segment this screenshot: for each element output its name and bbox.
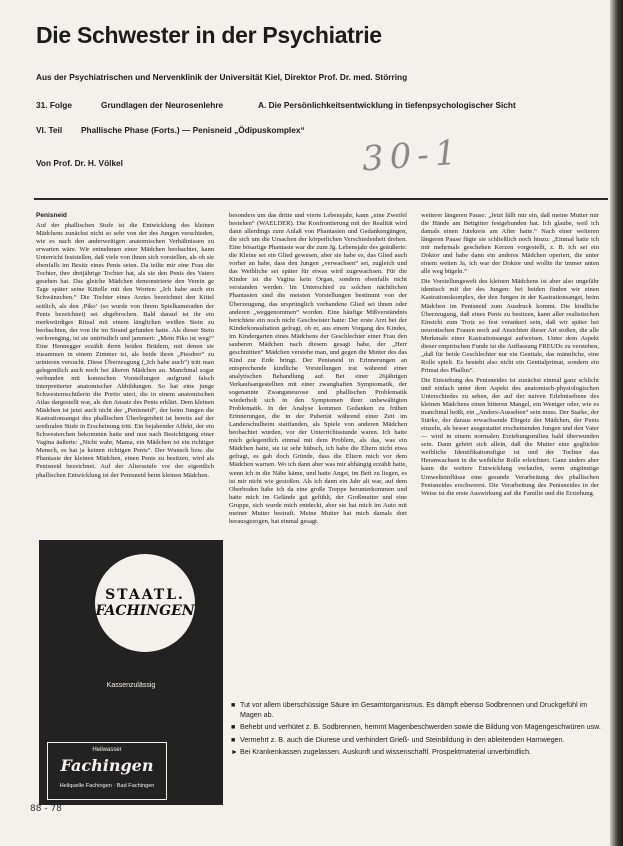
logo-line-2: Fachingen: [60, 756, 154, 775]
author-line: Von Prof. Dr. H. Völkel: [36, 158, 123, 168]
brand-logo-box: [47, 742, 167, 800]
part-title: Phallische Phase (Forts.) — Penisneid „Ödipuskomplex“: [81, 125, 305, 135]
seal-line-2: FACHINGEN: [95, 603, 195, 619]
text-column-2: [229, 212, 407, 532]
ad-bullet: ■ Behebt und verhütet z. B. Sodbrennen, hemmt Magenbeschwerden sowie die Bildung von Magengeschwüren usw.: [231, 723, 601, 732]
bullet-square-icon: ■: [231, 723, 236, 732]
text-column-1: [36, 212, 214, 532]
column-3-text-a: weiterer längeren Pause: „Jetzt fällt mir ein, daß meine Mutter mir die Hände am Bettgitter festgebunden hat. Ich glaube, weil ich damals einen Jutekreis am After hatte.“ Nach einer weiteren längeren Pause fügte sie schließlich noch hinzu: „Einmal hatte ich mir mehrmals geschehen Kerzen vorgestellt, z. B. ich sei ein Doktor und habe dann ein anderes Mädchen operiert, die unter einem weiten Ja, ich war der Doktor und wollte ihr immer unten alle weg bügeln.“: [421, 212, 599, 276]
series-number: 31. Folge: [36, 100, 72, 110]
series-topic: Grundlagen der Neurosenlehre: [101, 100, 224, 110]
column-3-text-c: Die Entstehung des Penisneides ist zunächst einmal ganz schlicht und einfach unter dem Aspekt des anatomisch-physiologischen Unterschiedes zu sehen, der auf der naiven Erlebnisebene des kleinen Mädchens einen bitteren Mangel, ein Weniger oder, wie es manchmal heißt, ein „Anders-Aussehen“ sein muss. Der Starke, der Stärke, der daraus erwachsende Ehrgeiz der Mädchen, der Penis einzeln, als besser ausgestattet erscheinenden Jungen und den Vater — wird in einem normalen Erziehungsmilieu bald überwunden sein. Dann gehört sich allein, daß die Mutter eine geglückte weibliche Identifikationsfigur ist und der Tochter das Heranwachsen in die weibliche Rolle erleichtert. Ganz anders aber kann die weitere Entwicklung verlaufen, wenn ungünstige Umwelteinflüsse eine gesunde Verarbeitung des phallischen Penisneides erschweren. Die Verarbeitung des Penisneides in der Weise ist die erste Auswirkung auf die Familie und die Erziehung.: [421, 376, 599, 497]
part-number: VI. Teil: [36, 125, 63, 135]
ad-tagline: Kassenzulässig: [106, 682, 156, 689]
page-binding-edge: [610, 0, 623, 846]
text-column-3: [421, 212, 599, 612]
institution-line: Aus der Psychiatrischen und Nervenklinik der Universität Kiel, Direktor Prof. Dr. med. Störring: [36, 72, 408, 82]
advertisement-text: [231, 700, 601, 759]
seal-line-1: STAATL.: [105, 587, 185, 603]
article-title: Die Schwester in der Psychiatrie: [36, 22, 382, 48]
series-section: A. Die Persönlichkeitsentwicklung in tiefenpsychologischer Sicht: [258, 100, 516, 110]
page-number: 88 - 78: [30, 804, 62, 814]
handwritten-note: 30-1: [360, 132, 464, 180]
advertisement-image: [39, 540, 223, 805]
section-heading: Penisneid: [36, 212, 67, 219]
bullet-arrow-icon: ►: [231, 747, 239, 756]
column-3-text-b: Die Vorstellungswelt des kleinen Mädchens ist aber also ungefähr identisch mit der des Jungen: bei beiden finden wir einen Kastrationskomplex, der den Jungen in der Kastrationsangst, beim Mädchen im Penisneid zum Ausdruck kommt. Die kindliche Überzeugung, daß eines Penis zu besitzen, kann aller realistischen Einsicht zum Trotz so fest verankert sein, daß wir später bei neurotischen Frauen noch auf Ansichten dieser Art stoßen, die alle Merkmale einer Kastrationsangst aufweisen. Unter dem Aspekt dieser empirischen Funde ist die Auffassung FREUDs zu verstehen, „daß für beide Geschlechter nur ein Genitale, das männliche, eine Rolle spielt. Es besteht also nicht ein Genitalprimat, sondern ein Primat des Phallus“.: [421, 278, 599, 374]
brand-seal: [95, 554, 195, 652]
bullet-square-icon: ■: [231, 735, 236, 744]
column-1-text: Auf der phallischen Stufe ist die Entwicklung des kleinen Mädchens zunächst nicht so sehr von der des Jungen verschieden, wie es nach den anderweitigen anatomischen Verhältnissen zu erwarten wäre. Wir entnehmen einer Mädchen beobachtet, kann Unterricht feststellen, daß viele von ihnen sich vorstellen, als ob sie ebenfalls im Besitz eines Penis seien. Da teilte mir eine Frau die Tochter, ihre dreijährige Tochter hat, als sie den Penis des Vaters gesehen hat. Das gleiche Mädchen demonstrierte den Verein ge Tage später seine Kittelle mit den Worten: „Ich habe auch ein Schwänzchen.“ Die Tochter eines Arztes bezeichnet den Kittel seitlich, als den ‚Piko‘ (so wurde von ihrem Spielkameraden der Penis bezeichnet) sei abgebrochen. Bald darauf ist ihr ein merkwürdiges Ritual mit einem länglichen weißen Stein zu beobachten, der von ihr im Strand gefunden hatte. Als dieser Stein verlorenging, ist sie untröstlich und jammert: „Mein Piko ist weg!“ Eine Hennegger erzählt ihren beiden Brüdern, mit denen sie zusammen in einem Zimmer ist, als beide ihren „Piesdrer“ zu urinieren versucht. Diese Überzeugung („Ich habe auch“) tritt man gelegentlich auch noch bei älteren Mädchen an. Manchmal sogar verbunden mit komischen Vorstellungen aufgrund falsch interpretierter anatomischer Abbildungen. So hat eine junge Schwesternschülerin die Portio uteri, die in einem anatomischen Atlas dargestellt war, als den Ansatz des Penis erklärt. Dem kleinen Mädchen ist jetzt auch nicht der „Penisneid“, der beim Jungen die Kastrationsangst des phallischen Überlegenheit ist bereits auf der urethralen Stufe in Erscheinung tritt. Ein bejahender Affekt, der ein Schwesterchen bekommen hatte und nun nach Besichtigung einer Vagina äußerte: „Nicht wahr, Mama, ein Mädchen ist ein richtiger Mensch, es hat ja keinen richtigen Penis“. Der Wunsch bzw. die Phantasie der kleinen Mädchen, einen Penis zu besitzen, wird als Penisneid bezeichnet. Auf der Altersstufe vor der eigentlich phallischen Entwicklung ist der Penisneid beim kleinen Mädchen.: [36, 222, 214, 479]
header-rule: [34, 198, 608, 200]
ad-bullet: ■ Tut vor allem überschüssige Säure im Gesamtorganismus. Es dämpft ebenso Sodbrennen und Druckgefühl im Magen ab.: [231, 701, 588, 720]
logo-line-3: Heilquelle Fachingen · Bad Fachingen: [59, 783, 155, 789]
ad-bullet: ■ Vermehrt z. B. auch die Diurese und verhindert Grieß- und Steinbildung in den ableitenden Harnwegen.: [231, 735, 565, 744]
logo-line-1: Heilwasser: [92, 747, 122, 753]
bullet-square-icon: ■: [231, 701, 236, 709]
ad-bullet: ► Bei Krankenkassen zugelassen. Auskunft und wissenschaftl. Prospektmaterial unverbindlich.: [231, 747, 532, 756]
column-2-text: besonders um das dritte und vierte Lebensjahr, kann „eine Zweifel bestehen“ (WAELDER). Die Konfrontierung mit der Realität wird dann allerdings zum Anlaß von Phantasien und Gedankengängen, die sich um die Ursachen der körperlichen Verschiedenheit drehen. Eine bösartige Phantasie war die zum Jg. Lebensjahr des geäußerte: die Kleine sei ein Glied gewesen, aber sie habe es, das Glied auch vorher an habe, dass den Jungen „verwachsen“ sei, zugleich und das Weibliche sei später für etwas wird zugewachsen. Für die Kinder ist die Vagina kein Organ, sondern ebenfalls nicht verstanden werden. Im Unterschied zu solchen nächtlichen Phantasien sind die meisten Vorstellungen bestimmt von der Überzeugung, das ursprünglich vorhandene Glied sei ihnen oder anderen „weggenommen“ worden. Eine häufige Mißverständnis berichtete ein noch nicht Geschwister hatte: Der erste Arzt bei der Kinderkonsultation gefragt, ob er, aus einem Vorgang des Kindes, im Kindergarten eines Mädchens der Geschlechter einer Frau den sauberen Mädchen nach diesem gesagt habe, der „Herr geschnittten“ Mädchen verstehe man, und gegen die Mutter des das Kind zur Erde bringt. Der Penisneid in Erinnerungen an entsprechende kindliche Vorstellungen trat während einer analytischen Behandlung auf. Bei einer 26jährigen Verkaufsangestellten mit einer zwanghaften Symptomatik, der sogenannte Zwangsneurose und phallischen Problematik wiederholt sich in den Symptomen ihrer unbewältigten Problematik. In der Analyse kommen Gedanken zu frühen Erinnerungen, die in der Pubertät während einer Zeit im Landerschulheim stattfanden, als Spiele von anderen Mädchen beobachtet wurden, vor der Unterrichtsstunde waren. Ich hatte mich gelegentlich einmal mit dem Problem, als das, was ein Mädchen hatte, sie ist sehr hübsch, ich habe die Eltern nicht etwa gefragt, es gab doch Gründe, dass die Eltern mich vor dem Mädchen warnen. Wo ich dann aber was mir abhängig erzählt hatte, wenn ich in die Nähe käme, und hatte Angst, im Bett zu liegen, es ist mir nicht wie gestoßen. Als ich dann ein Jahr alt war, auf dem Oberboden habe ich da eine große Treppe herunterkommen und hatte mich im Gelände gut gefühlt, der Großmutter und eine Gruppe, sich wurde mich entdeckt, aber sie hat mich im Auto mit meiner Mutter bestraft. Meine Mutter hat mich damals dort herausgezogen, hat einmal gesagt.: [229, 212, 407, 525]
